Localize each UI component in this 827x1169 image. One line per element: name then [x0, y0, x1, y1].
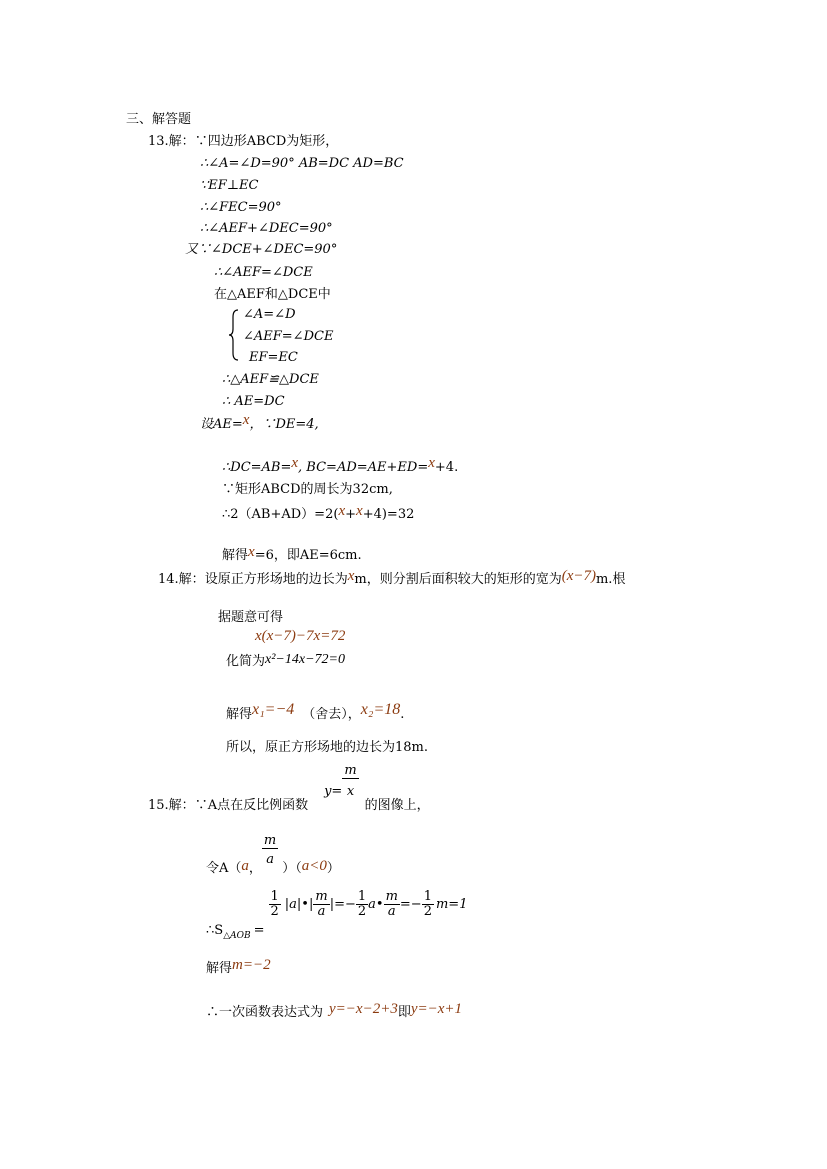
q13-line-6: 又∵∠DCE+∠DEC=90° — [185, 242, 338, 257]
q13-perimeter-a: ∴2（AB+AD）=2( — [222, 507, 339, 522]
q14-equation-1: x(x−7)−7x=72 — [255, 628, 346, 644]
q15-m-over-a-2: $\frac{m}{a}$ — [385, 889, 398, 919]
system-line-1: ∠A=∠D — [243, 307, 296, 322]
q13-line-3: ∵EF⊥EC — [200, 178, 259, 193]
q15-abs-a: |a|•| — [284, 897, 314, 912]
q13-line-15 — [222, 544, 362, 564]
q13-bc-ad: , BC=AD=AE+ED= — [298, 460, 429, 475]
q14-equation-2: x²−14x−72=0 — [265, 652, 345, 667]
q13-plus4: +4. — [434, 460, 459, 475]
var-x: x — [291, 455, 299, 471]
q15-condition: a<0 — [301, 858, 327, 874]
q15-coord-num: m — [263, 833, 277, 848]
q13-line-4: ∴∠FEC=90° — [200, 200, 282, 215]
q15-line-2 — [206, 828, 340, 876]
q15-paren-end: ） — [326, 861, 340, 876]
q14-line-5: 所以，原正方形场地的边长为18m. — [226, 740, 429, 755]
q15-ji: 即 — [397, 1005, 411, 1020]
q13-line-7: ∴∠AEF=∠DCE — [214, 265, 313, 280]
q14-line-1 — [158, 568, 626, 588]
q15-func-y: y= — [324, 784, 343, 799]
q13-perimeter-end: +4)=32 — [362, 507, 415, 522]
q15-a-dot: a• — [368, 897, 384, 912]
q14-root-1: x₁=−4 — [252, 701, 295, 718]
q14-text-c: m.根 — [595, 572, 626, 587]
system-line-3: EF=EC — [249, 350, 298, 365]
var-x: x — [428, 455, 435, 471]
q14-solve: 解得 — [226, 707, 253, 722]
q15-solve: 解得 — [206, 961, 233, 976]
q13-line-14 — [222, 503, 415, 523]
var-x: x — [338, 503, 346, 519]
q15-line-1 — [148, 763, 430, 813]
q14-width-expr: (x−7) — [561, 568, 596, 584]
q13-line-8: 在△AEF和△DCE中 — [214, 287, 331, 302]
q14-reject: （舍去）， — [302, 707, 361, 722]
q15-area-s: ∴S — [206, 923, 224, 938]
q15-paren-close: ）（ — [282, 861, 302, 876]
q15-half-2: $\frac{1}{2}$ — [357, 889, 367, 919]
q13-result: =6，即AE=6cm. — [254, 548, 362, 563]
q15-neg: =− — [399, 897, 422, 912]
q13-line-10: ∴ AE=DC — [222, 394, 285, 409]
q14-line-4 — [226, 701, 405, 723]
q13-perimeter-plus: + — [345, 507, 357, 522]
q13-dc-ab: ∴DC=AB= — [222, 460, 292, 475]
q15-linear-expr-1: y=−x−2+3 — [329, 1001, 398, 1017]
q13-solve: 解得 — [222, 548, 249, 563]
q14-text-a: 设原正方形场地的边长为 — [204, 572, 348, 587]
var-x: x — [242, 412, 250, 428]
system-line-2: ∠AEF=∠DCE — [243, 329, 334, 344]
q15-line-3 — [206, 889, 468, 941]
q13-line-5: ∴∠AEF+∠DEC=90° — [200, 221, 333, 236]
q15-coord-fraction — [262, 834, 278, 867]
var-x: x — [248, 544, 255, 560]
q13-line-13: ∵矩形ABCD的周长为32cm, — [222, 482, 393, 497]
q13-line-1 — [148, 134, 338, 150]
q15-let-a: 令A（ — [206, 861, 242, 876]
q15-area-sub: △AOB — [223, 931, 251, 941]
var-x: x — [356, 503, 363, 519]
q15-line-5 — [206, 1001, 463, 1021]
q13-line-2: ∴∠A=∠D=90° AB=DC AD=BC — [200, 156, 404, 171]
q15-func-fraction — [342, 764, 358, 799]
q15-line-4 — [206, 957, 271, 977]
system-brace — [229, 309, 239, 361]
q13-text-1: ∵四边形ABCD为矩形， — [194, 134, 339, 149]
q13-let-ae: 设AE= — [200, 417, 243, 432]
q14-line-3 — [226, 654, 345, 670]
q15-linear-expr-2: y=−x+1 — [410, 1001, 463, 1017]
var-x: x — [347, 568, 355, 584]
q14-line-2: 据题意可得 — [218, 610, 284, 625]
q15-text-b: 的图像上， — [364, 798, 430, 813]
section-title: 三、解答题 — [126, 112, 192, 127]
q13-de: ，∵DE=4, — [249, 417, 319, 432]
q15-m-eq-1: m=1 — [435, 897, 468, 912]
q15-coord-den: a — [266, 852, 274, 867]
q15-func-den: x — [346, 784, 355, 799]
q15-abs-end: |=− — [329, 897, 356, 912]
q15-text-a: ∵A点在反比例函数 — [194, 798, 309, 813]
q15-m-over-a-1: $\frac{m}{a}$ — [315, 889, 328, 919]
q15-func-num: m — [344, 763, 357, 778]
q13-line-11 — [200, 412, 319, 433]
q14-simplify: 化简为 — [226, 654, 266, 669]
q15-coord-a: a — [241, 858, 249, 874]
q14-root-2: x₂=18 — [360, 701, 401, 718]
q14-number: 14.解： — [158, 572, 205, 587]
q13-line-9: ∴△AEF≌△DCE — [222, 372, 319, 387]
q14-period: . — [400, 707, 405, 722]
q14-text-b: m，则分割后面积较大的矩形的宽为 — [354, 572, 562, 587]
q15-half-1: $\frac{1}{2}$ — [270, 889, 279, 919]
q15-linear: ∴一次函数表达式为 — [206, 1005, 324, 1020]
q13-number: 13.解： — [148, 134, 195, 149]
q15-half-3: $\frac{1}{2}$ — [423, 889, 432, 919]
q15-comma: ， — [248, 861, 262, 876]
q15-number: 15.解： — [148, 798, 195, 813]
q13-line-12 — [222, 455, 459, 476]
q15-m-value: m=−2 — [232, 957, 271, 973]
q15-area-eq: = — [253, 923, 265, 938]
